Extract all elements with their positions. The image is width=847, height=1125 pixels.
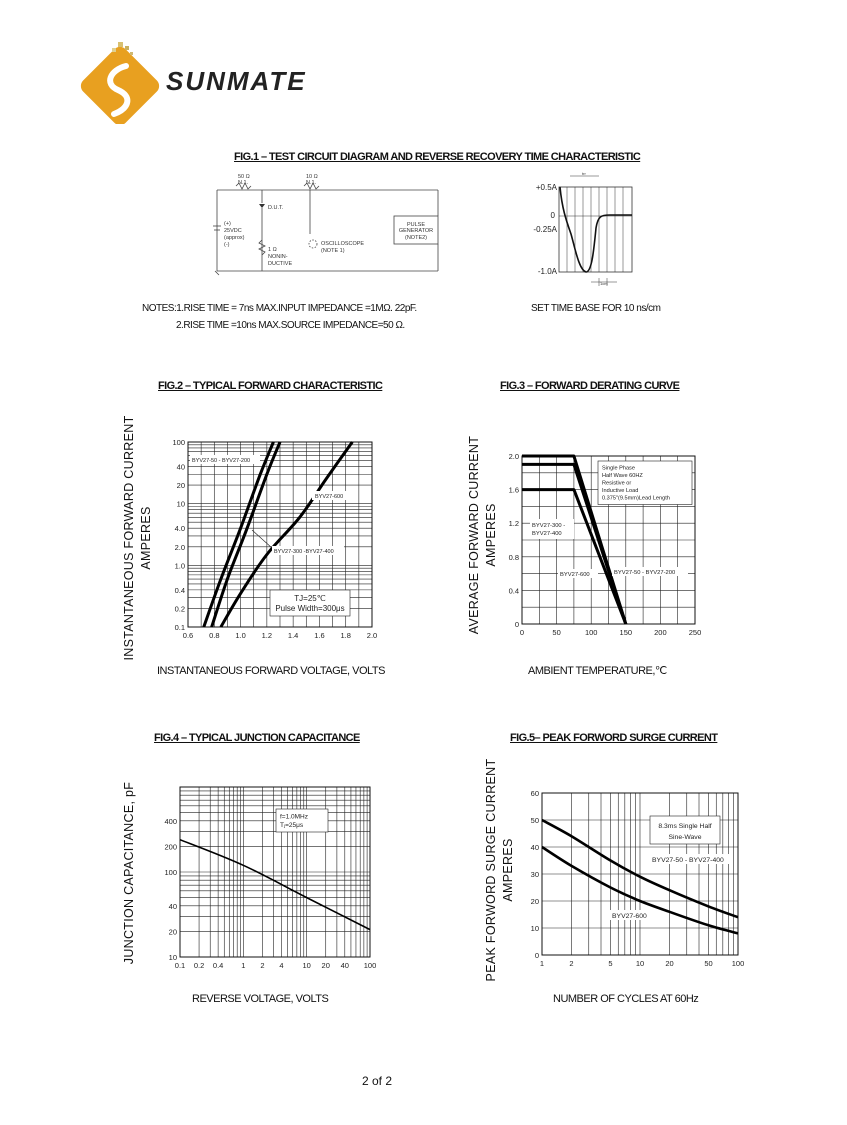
fig2-chart xyxy=(160,430,390,645)
y-tick-label: 20 xyxy=(530,897,539,906)
x-tick-label: 50 xyxy=(704,959,713,968)
fig2-conditions-line-1: TJ=25℃ xyxy=(294,594,326,603)
series-label-byv27-600: BYV27-600 xyxy=(315,494,344,500)
x-tick-label: 1 xyxy=(241,961,246,970)
fig4-ylabel xyxy=(121,778,138,968)
series-label-byv27-600: BYV27-600 xyxy=(612,913,647,920)
fig2-conditions-line-2: Pulse Width=300μs xyxy=(275,604,345,613)
y-tick-label: 1.0 xyxy=(174,561,185,571)
fig4-title: FIG.4 – TYPICAL JUNCTION CAPACITANCE xyxy=(154,732,360,744)
fig5-ylabel-line-1: PEAK FORWORD SURGE CURRENT xyxy=(484,758,498,982)
r3-line-1: 1 Ω xyxy=(268,247,277,253)
fig3-conditions-line-5: 0.375"(9.5mm)Lead Length xyxy=(602,495,670,502)
x-tick-label: 100 xyxy=(731,959,745,968)
r1-label: 50 Ω xyxy=(238,174,250,180)
fig4-xlabel: REVERSE VOLTAGE, VOLTS xyxy=(192,993,329,1005)
x-tick-label: 250 xyxy=(688,628,702,637)
pulse-line-2: GENERATOR xyxy=(398,228,434,234)
y-tick-label: 1.6 xyxy=(508,485,519,495)
waveform-label-plus: +0.5A xyxy=(535,183,557,192)
brand-name: SUNMATE xyxy=(166,66,307,96)
fig1-waveform xyxy=(500,168,640,290)
fig1-note-2: 2.RISE TIME =10ns MAX.SOURCE IMPEDANCE=50 Ω. xyxy=(176,320,405,331)
y-tick-label: 100 xyxy=(172,438,185,447)
x-tick-label: 20 xyxy=(665,959,674,968)
x-tick-label: 1.8 xyxy=(340,631,351,640)
fig3-conditions-line-4: Inductive Load xyxy=(602,488,639,494)
x-tick-label: 10 xyxy=(635,959,645,968)
fig4-chart xyxy=(150,780,390,975)
source-line-4: (-) xyxy=(224,242,230,248)
x-tick-label: 0.6 xyxy=(182,631,194,640)
fig2-ylabel xyxy=(121,408,155,668)
y-tick-label: 0.4 xyxy=(508,586,519,596)
waveform-label-one: -1.0A xyxy=(537,267,557,276)
y-tick-label: 2.0 xyxy=(508,452,519,461)
x-tick-label: 0.2 xyxy=(193,961,205,970)
series-label-byv27-50: BYV27-50 - BYV27-400 xyxy=(652,857,724,864)
x-tick-label: 2 xyxy=(260,961,265,970)
x-tick-label: 100 xyxy=(363,961,377,970)
y-tick-label: 20 xyxy=(168,927,177,937)
fig1-note-1: NOTES:1.RISE TIME = 7ns MAX.INPUT IMPEDANCE =1MΩ. 22pF. xyxy=(142,303,417,314)
x-tick-label: 1.2 xyxy=(261,631,273,640)
r3-line-3: DUCTIVE xyxy=(268,261,293,267)
y-tick-label: 100 xyxy=(164,868,177,877)
series-label-byv27-50: BYV27-50 - BYV27-200 xyxy=(192,458,251,464)
fig2-ylabel-line-2: AMPERES xyxy=(139,506,153,570)
y-tick-label: 60 xyxy=(530,789,539,798)
brand-logo xyxy=(74,40,344,124)
fig3-ylabel-line-2: AMPERES xyxy=(484,503,498,567)
fig5-ylabel-line-2: AMPERES xyxy=(501,838,515,902)
y-tick-label: 20 xyxy=(176,481,185,491)
scope-line-1: OSCILLOSCOPE xyxy=(321,241,365,247)
y-tick-label: 10 xyxy=(176,499,185,509)
y-tick-label: 400 xyxy=(164,816,177,826)
fig5-xlabel: NUMBER OF CYCLES AT 60Hz xyxy=(553,993,699,1005)
fig3-xlabel: AMBIENT TEMPERATURE,℃ xyxy=(528,665,667,677)
page-number: 2 of 2 xyxy=(362,1074,393,1088)
x-tick-label: 0.4 xyxy=(212,961,224,970)
fig3-ylabel xyxy=(466,430,500,640)
fig4-ylabel-line-1: JUNCTION CAPACITANCE, pF xyxy=(122,781,136,965)
fig1-circuit-diagram xyxy=(210,168,445,288)
y-tick-label: 0.1 xyxy=(174,623,185,632)
x-tick-label: 200 xyxy=(654,628,667,637)
source-line-3: (approx) xyxy=(224,235,245,241)
fig3-conditions-line-1: Single Phase xyxy=(602,465,635,472)
series-label-byv27-600: BYV27-600 xyxy=(560,572,590,578)
x-tick-label: 1.0 xyxy=(235,631,246,640)
fig2-title: FIG.2 – TYPICAL FORWARD CHARACTERISTIC xyxy=(158,380,383,392)
y-tick-label: 50 xyxy=(530,816,539,825)
y-tick-label: 0.8 xyxy=(508,552,519,562)
sunmate-logo-icon xyxy=(74,40,344,124)
x-tick-label: 20 xyxy=(321,961,330,970)
x-tick-label: 1.6 xyxy=(314,631,325,640)
y-tick-label: 200 xyxy=(164,842,177,852)
y-tick-label: 0.2 xyxy=(174,604,185,614)
x-tick-label: 2 xyxy=(569,959,574,968)
scope-line-2: (NOTE 1) xyxy=(321,248,345,254)
fig1-timebase: SET TIME BASE FOR 10 ns/cm xyxy=(531,303,661,314)
x-tick-label: 5 xyxy=(608,959,613,968)
fig3-ylabel-line-1: AVERAGE FORWARD CURRENT xyxy=(467,435,481,635)
y-tick-label: 40 xyxy=(168,901,177,911)
r1-note: N.1. xyxy=(238,180,249,186)
fig1-title: FIG.1 – TEST CIRCUIT DIAGRAM AND REVERSE RECOVERY TIME CHARACTERISTIC xyxy=(234,151,641,163)
x-tick-label: 0.1 xyxy=(174,961,186,970)
x-tick-label: 0.8 xyxy=(209,631,220,640)
fig5-title: FIG.5– PEAK FORWORD SURGE CURRENT xyxy=(510,732,718,744)
r3-line-2: NONIN- xyxy=(268,254,288,260)
x-tick-label: 2.0 xyxy=(366,631,378,640)
y-tick-label: 0 xyxy=(534,951,539,960)
waveform-cm-label: 1cm xyxy=(600,281,608,286)
fig2-xlabel: INSTANTANEOUS FORWARD VOLTAGE, VOLTS xyxy=(157,665,385,677)
y-tick-label: 1.2 xyxy=(508,519,519,529)
y-tick-label: 40 xyxy=(176,462,185,472)
fig2-ylabel-line-1: INSTANTANEOUS FORWARD CURRENT xyxy=(122,415,136,661)
fig4-conditions-line-2: Tⱼ=25μs xyxy=(280,822,304,829)
fig4-conditions-line-1: f=1.0MHz xyxy=(280,813,308,821)
series-label-byv27-300-a: BYV27-300 - xyxy=(532,523,566,529)
x-tick-label: 1.4 xyxy=(287,631,299,640)
y-tick-label: 10 xyxy=(168,953,177,962)
fig5-chart xyxy=(500,780,760,975)
y-tick-label: 4.0 xyxy=(174,524,185,534)
waveform-label-zero: 0 xyxy=(550,211,555,220)
pulse-line-3: (NOTE2) xyxy=(405,235,427,241)
x-tick-label: 100 xyxy=(584,628,598,637)
y-tick-label: 0 xyxy=(514,620,519,629)
series-label-byv27-50: BYV27-50 - BYV27-200 xyxy=(614,570,676,576)
y-tick-label: 0.4 xyxy=(174,585,185,595)
series-leader-line xyxy=(252,530,272,548)
y-tick-label: 40 xyxy=(530,843,539,852)
source-line-1: (+) xyxy=(224,221,231,227)
source-line-2: 25VDC xyxy=(224,228,242,234)
y-tick-label: 10 xyxy=(530,924,539,933)
series-label-byv27-300: BYV27-300 -BYV27-400 xyxy=(274,549,334,555)
fig3-conditions-line-2: Half Wave 60HZ xyxy=(602,473,643,479)
x-tick-label: 150 xyxy=(619,628,633,637)
fig5-conditions-line-1: 8.3ms Single Half xyxy=(658,823,712,830)
pulse-line-1: PULSE xyxy=(406,222,426,228)
fig5-conditions-line-2: Sine-Wave xyxy=(668,834,702,841)
fig3-chart xyxy=(500,445,710,645)
x-tick-label: 50 xyxy=(552,628,561,637)
x-tick-label: 40 xyxy=(340,961,349,970)
dut-label: D.U.T. xyxy=(268,205,284,211)
x-tick-label: 4 xyxy=(279,961,284,970)
series-line-1 xyxy=(180,840,370,930)
x-tick-label: 0 xyxy=(519,628,525,637)
waveform-trr-label: trr xyxy=(582,171,586,176)
r2-note: N.1. xyxy=(306,180,317,186)
waveform-label-quarter: -0.25A xyxy=(533,225,557,234)
fig3-title: FIG.3 – FORWARD DERATING CURVE xyxy=(500,380,680,392)
y-tick-label: 2.0 xyxy=(174,542,185,552)
r2-label: 10 Ω xyxy=(306,174,318,180)
x-tick-label: 1 xyxy=(539,959,545,968)
fig3-conditions-line-3: Resistive or xyxy=(602,480,632,487)
y-tick-label: 30 xyxy=(530,870,539,879)
series-label-byv27-300-b: BYV27-400 xyxy=(532,531,562,537)
x-tick-label: 10 xyxy=(302,961,311,970)
